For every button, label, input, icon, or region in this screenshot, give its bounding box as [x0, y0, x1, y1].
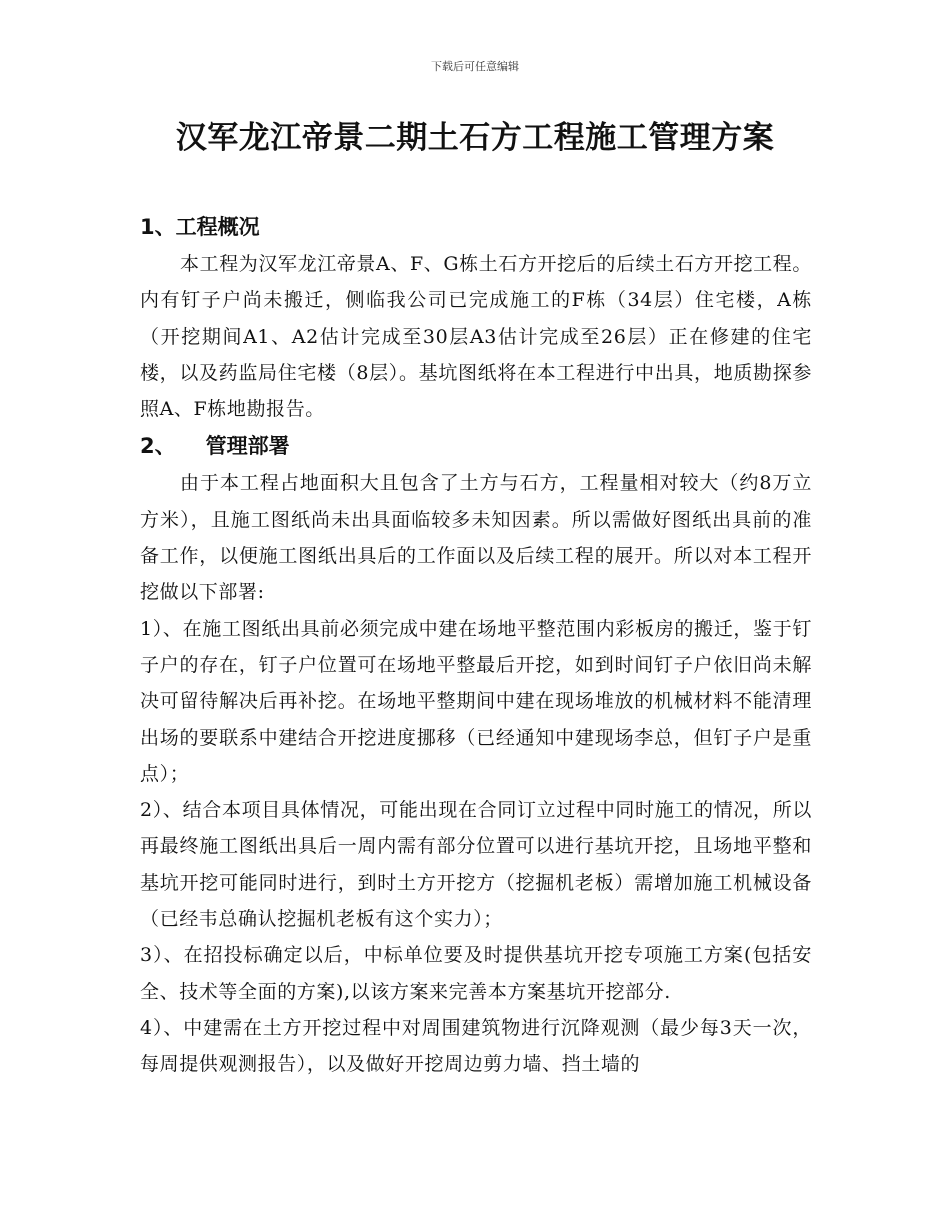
document-title: 汉军龙江帝景二期土石方工程施工管理方案	[175, 120, 775, 156]
section-number: 1、	[140, 215, 176, 239]
list-item: 3）、在招投标确定以后，中标单位要及时提供基坑开挖专项施工方案(包括安全、技术等全面的方案),以该方案来完善本方案基坑开挖部分.	[140, 944, 812, 1003]
section-heading-management	[140, 427, 812, 465]
document-body	[140, 208, 812, 1083]
list-item: 2）、结合本项目具体情况，可能出现在合同订立过程中同时施工的情况，所以再最终施工图纸出具后一周内需有部分位置可以进行基坑开挖，且场地平整和基坑开挖可能同时进行，到时土方开挖方（挖掘机老板）需增加施工机械设备（已经韦总确认挖掘机老板有这个实力）；	[140, 799, 812, 931]
section-heading-overview	[140, 208, 812, 246]
header-note: 下载后可任意编辑	[431, 60, 519, 73]
paragraph: 本工程为汉军龙江帝景A、F、G栋土石方开挖后的后续土石方开挖工程。内有钉子户尚未搬迁，侧临我公司已完成施工的F栋（34层）住宅楼，A栋（开挖期间A1、A2估计完成至30层A3估计完成至26层）正在修建的住宅楼，以及药监局住宅楼（8层）。基坑图纸将在本工程进行中出具，地质勘探参照A、F栋地勘报告。	[140, 253, 812, 421]
list-item: 1）、在施工图纸出具前必须完成中建在场地平整范围内彩板房的搬迁，鉴于钉子户的存在，钉子户位置可在场地平整最后开挖，如到时间钉子户依旧尚未解决可留待解决后再补挖。在场地平整期间中建在现场堆放的机械材料不能清理出场的要联系中建结合开挖进度挪移（已经通知中建现场李总，但钉子户是重点）；	[140, 617, 812, 785]
section-number: 2、	[140, 434, 176, 459]
section-title: 管理部署	[205, 434, 290, 459]
list-item: 4）、中建需在土方开挖过程中对周围建筑物进行沉降观测（最少每3天一次，每周提供观测报告），以及做好开挖周边剪力墙、挡土墙的	[140, 1016, 812, 1076]
paragraph: 由于本工程占地面积大且包含了土方与石方，工程量相对较大（约8万立方米），且施工图纸尚未出具面临较多未知因素。所以需做好图纸出具前的准备工作，以便施工图纸出具后的工作面以及后续工程的展开。所以对本工程开挖做以下部署:	[140, 472, 812, 604]
section-title: 工程概况	[175, 215, 260, 239]
